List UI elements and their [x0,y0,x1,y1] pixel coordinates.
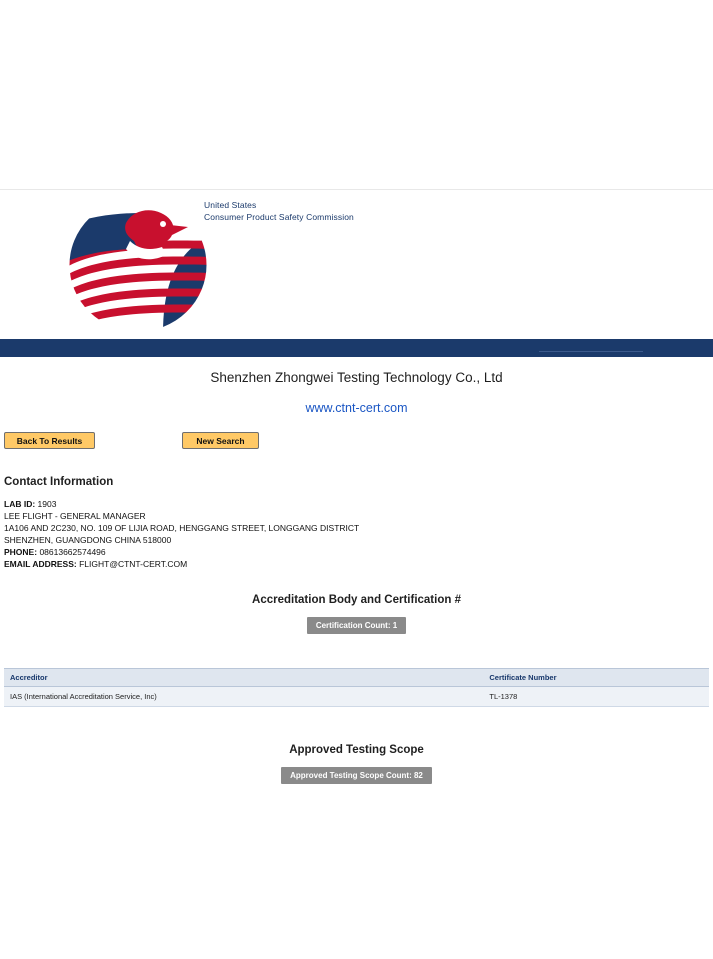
email-address-label: EMAIL ADDRESS: [4,559,77,570]
main-content [0,357,713,784]
approved-testing-scope-count-badge: Approved Testing Scope Count: 82 [281,767,432,784]
lab-id-value: 1903 [37,499,57,509]
agency-name-line1: United States [204,200,257,210]
accreditation-table [4,668,709,707]
lab-name: Shenzhen Zhongwei Testing Technology Co., Ltd [210,370,503,385]
contact-person: LEE FLIGHT - GENERAL MANAGER [4,511,146,522]
table-row [4,687,709,707]
table-header-row [4,669,709,687]
site-header [0,189,713,340]
lab-id-row [4,498,713,510]
email-address-value: FLIGHT@CTNT-CERT.COM [79,559,188,570]
email-row [4,558,713,570]
column-header-accreditor[interactable]: Accreditor [4,669,483,687]
agency-name [204,199,354,224]
new-search-button[interactable]: New Search [182,432,259,449]
cell-accreditor: IAS (International Accreditation Service, Inc) [4,687,483,707]
address-line-1: 1A106 AND 2C230, NO. 109 OF LIJIA ROAD, HENGGANG STREET, LONGGANG DISTRICT [4,523,360,534]
phone-value: 08613662574496 [39,547,106,558]
certification-count-wrap [0,617,713,634]
lab-website[interactable] [0,401,713,415]
accreditation-table-wrap [0,668,713,707]
action-button-row [0,432,713,462]
contact-information-block [0,498,713,570]
lab-website-link[interactable]: www.ctnt-cert.com [305,401,408,415]
column-header-certificate-number[interactable]: Certificate Number [483,669,709,687]
contact-information-heading: Contact Information [4,476,114,488]
cell-certificate-number: TL-1378 [483,687,709,707]
back-to-results-button[interactable]: Back To Results [4,432,95,449]
address-line-2: SHENZHEN, GUANGDONG CHINA 518000 [4,535,172,546]
accent-underline [539,351,643,352]
certification-count-badge: Certification Count: 1 [307,617,406,634]
approved-testing-scope-heading: Approved Testing Scope [289,744,424,757]
accreditation-heading: Accreditation Body and Certification # [252,594,461,607]
phone-row [4,546,713,558]
navy-accent-bar [0,339,713,357]
phone-label: PHONE: [4,547,38,558]
cpsc-eagle-flag-logo-icon [68,197,208,333]
agency-name-line2: Consumer Product Safety Commission [204,212,354,223]
scope-count-wrap [0,767,713,784]
lab-id-label: LAB ID: [4,499,36,509]
